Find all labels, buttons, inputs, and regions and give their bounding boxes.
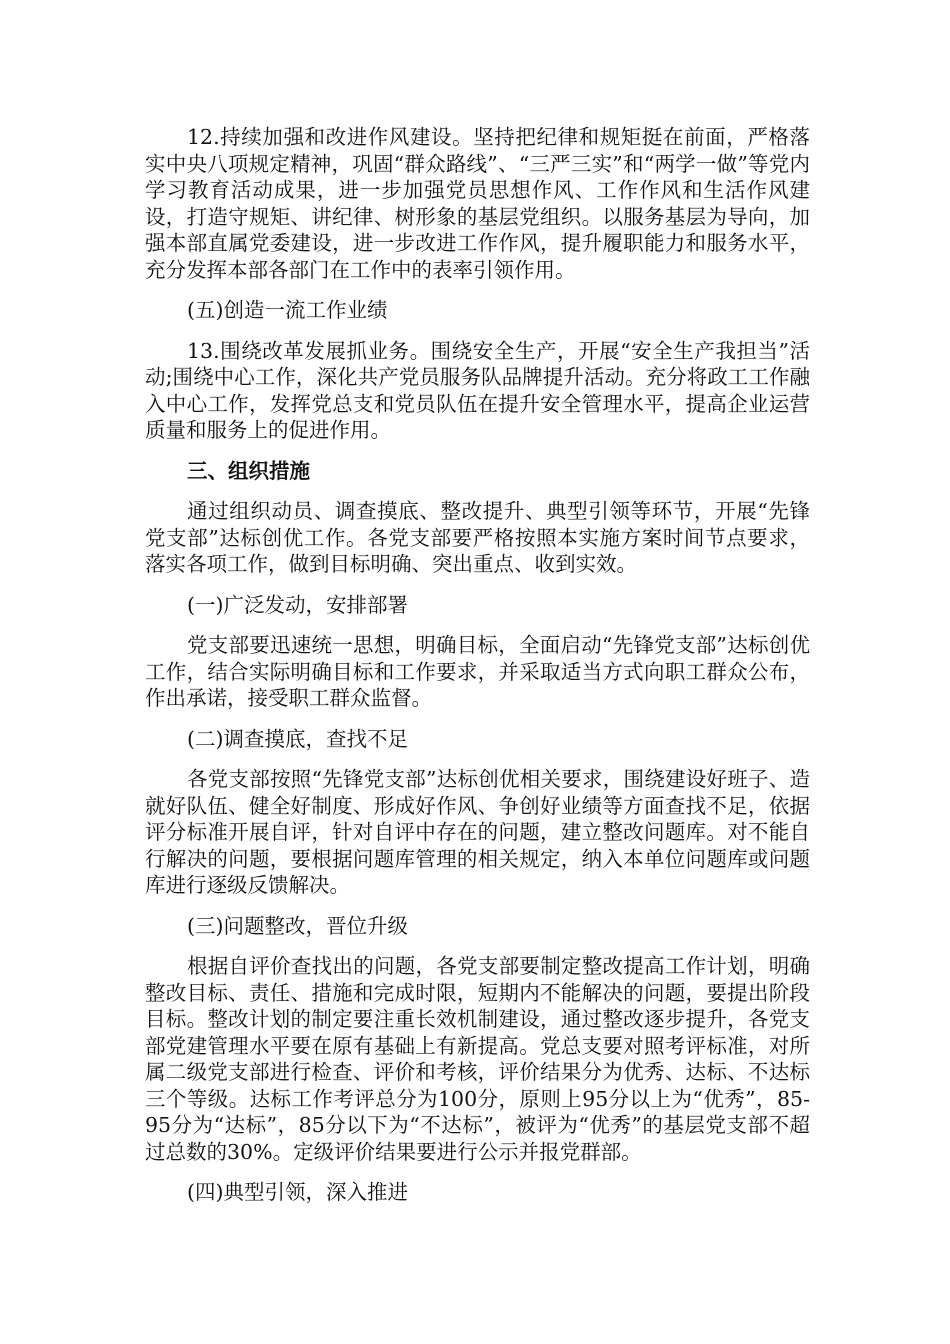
- heading-five: (五)创造一流工作业绩: [187, 298, 388, 322]
- paragraph-mobilize: 党支部要迅速统一思想，明确目标，全面启动“先锋党支部”达标创优工作，结合实际明确目标和工作要求，并采取适当方式向职工群众公布，作出承诺，接受职工群众监督。: [145, 633, 810, 710]
- document-page: [145, 124, 810, 1220]
- heading-two: (二)调查摸底，查找不足: [187, 726, 408, 751]
- paragraph-reform-business: 13.围绕改革发展抓业务。围绕安全生产，开展“安全生产我担当”活动;围绕中心工作，深化共产党员服务队品牌提升活动。充分将政工工作融入中心工作，发挥党总支和党员队伍在提升安全管理水平，提高企业运营质量和服务上的促进作用。: [145, 338, 810, 442]
- paragraph-rectify: 根据自评价查找出的问题，各党支部要制定整改提高工作计划，明确整改目标、责任、措施和完成时限，短期内不能解决的问题，要提出阶段目标。整改计划的制定要注重长效机制建设，通过整改逐步提升，各党支部党建管理水平要在原有基础上有新提高。党总支要对照考评标准，对所属二级党支部进行检查、评价和考核，评价结果分为优秀、达标、不达标三个等级。达标工作考评总分为100分，原则上95分以上为“优秀”，85-95分为“达标”，85分以下为“不达标”，被评为“优秀”的基层党支部不超过总数的30%。定级评价结果要进行公示并报党群部。: [145, 954, 810, 1164]
- paragraph-investigate: 各党支部按照“先锋党支部”达标创优相关要求，围绕建设好班子、造就好队伍、健全好制度、形成好作风、争创好业绩等方面查找不足，依据评分标准开展自评，针对自评中存在的问题，建立整改问题库。对不能自行解决的问题，要根据问题库管理的相关规定，纳入本单位问题库或问题库进行逐级反馈解决。: [145, 767, 810, 897]
- heading-three: (三)问题整改，晋位升级: [187, 913, 408, 938]
- section-title-organization: 三、组织措施: [187, 458, 310, 483]
- heading-one: (一)广泛发动，安排部署: [187, 592, 408, 617]
- paragraph-organization-intro: 通过组织动员、调查摸底、整改提升、典型引领等环节，开展“先锋党支部”达标创优工作。各党支部要严格按照本实施方案时间节点要求，落实各项工作，做到目标明确、突出重点、收到实效。: [145, 499, 810, 576]
- heading-four: (四)典型引领，深入推进: [187, 1180, 408, 1204]
- paragraph-work-style: 12.持续加强和改进作风建设。坚持把纪律和规矩挺在前面，严格落实中央八项规定精神，巩固“群众路线”、“三严三实”和“两学一做”等党内学习教育活动成果，进一步加强党员思想作风、工作作风和生活作风建设，打造守规矩、讲纪律、树形象的基层党组织。以服务基层为导向，加强本部直属党委建设，进一步改进工作作风，提升履职能力和服务水平，充分发挥本部各部门在工作中的表率引领作用。: [145, 125, 810, 282]
